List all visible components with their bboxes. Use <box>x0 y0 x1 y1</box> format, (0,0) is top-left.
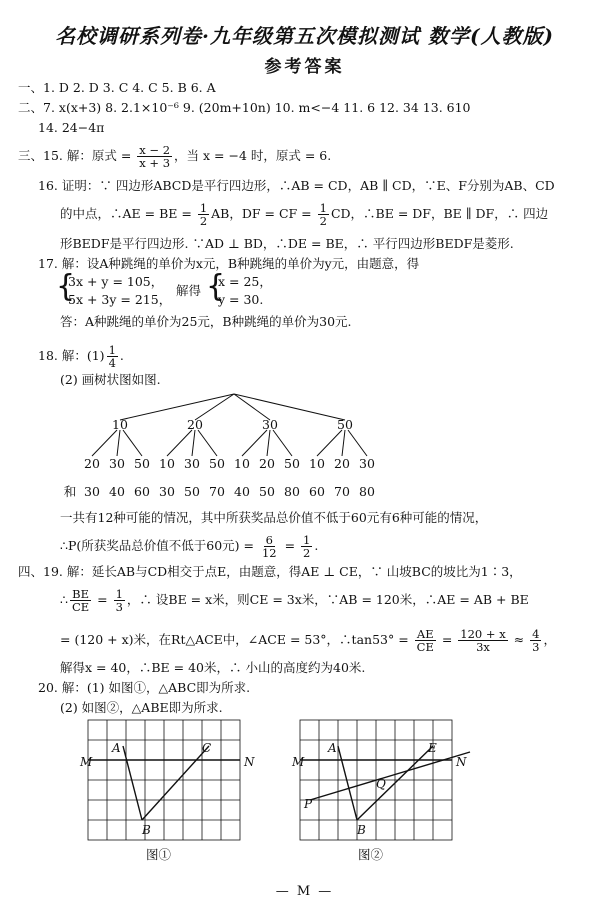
q19-l3pre: = (120 + x)米，在Rt△ACE中，∠ACE = 53°，∴tan53° = <box>60 632 413 647</box>
q16-half-num: 1 <box>319 201 327 215</box>
q19-line2 <box>60 588 529 613</box>
q18-probability <box>60 534 318 559</box>
q19-line3 <box>60 628 556 653</box>
q16-line2 <box>60 202 548 227</box>
q18-prob-n2: 1 <box>303 533 311 547</box>
tree-diagram <box>60 390 420 500</box>
q17-sol1: x = 25， <box>218 274 272 289</box>
tree-sum: 40 <box>234 484 250 499</box>
q15-den: x + 3 <box>139 156 171 170</box>
tree-node-l1: 50 <box>337 417 353 432</box>
q19-l2den: CE <box>71 600 90 614</box>
tree-branch <box>167 430 192 456</box>
part2-answers-line2: 14. 24−4π <box>38 120 105 135</box>
tree-node-l2: 30 <box>109 456 125 471</box>
tree-sum-label: 和 <box>63 484 77 499</box>
tree-sum: 80 <box>359 484 375 499</box>
tree-node-l2: 10 <box>159 456 175 471</box>
q19-l3n3: 4 <box>532 627 540 641</box>
q19-l2post: ，∴ 设BE = x米，则CE = 3x米，∵AB = 120米，∴AE = AB + BE <box>126 592 529 607</box>
q19-l3d2: 3x <box>476 640 490 654</box>
fig2-label-n: N <box>456 755 467 769</box>
fig2-line-pe <box>310 752 470 800</box>
q19-line1: 四、19. 解：延长AB与CD相交于点E，由题意，得AE ⊥ CE，∵ 山坡BC的坡比为1∶3， <box>18 564 522 579</box>
q19-l2-frac1 <box>70 588 91 613</box>
q19-l3-frac3 <box>530 628 541 653</box>
fig1-label-m: M <box>80 755 93 769</box>
q20-line1: 20. 解：(1) 如图①，△ABC即为所求. <box>38 680 251 695</box>
fig2-caption: 图② <box>358 847 384 862</box>
tree-node-l1: 20 <box>187 417 203 432</box>
q16-line2a: 的中点，∴AE = BE = <box>60 206 196 221</box>
tree-sum: 40 <box>109 484 125 499</box>
q18-prob-eq: = <box>280 538 300 553</box>
q18-p1num: 1 <box>108 343 116 357</box>
tree-sum: 70 <box>209 484 225 499</box>
tree-sum: 30 <box>159 484 175 499</box>
q18-prob-post: . <box>314 538 319 553</box>
q18-prob-n1: 6 <box>265 533 273 547</box>
tree-branch <box>273 430 292 456</box>
q16-half-1 <box>198 202 209 227</box>
q19-l3n2: 120 + x <box>460 627 506 641</box>
tree-node-l2: 20 <box>84 456 100 471</box>
q19-l3approx: ≈ <box>509 632 529 647</box>
q19-l2num: BE <box>72 587 89 601</box>
tree-branch <box>348 430 367 456</box>
tree-sum: 80 <box>284 484 300 499</box>
q15-pre: 三、15. 解：原式 = <box>18 148 136 163</box>
tree-node-l2: 50 <box>284 456 300 471</box>
q17-solve: 解得 <box>176 283 202 298</box>
fig1-grid <box>88 720 240 840</box>
tree-node-l2: 20 <box>259 456 275 471</box>
tree-node-l2: 50 <box>209 456 225 471</box>
q15-solution <box>18 144 331 169</box>
tree-branch <box>242 430 267 456</box>
fig2-label-b: B <box>357 823 366 837</box>
q18-p1pre: 18. 解：(1) <box>38 348 105 363</box>
part2-answers-line1: 二、7. x(x+3) 8. 2.1×10⁻⁶ 9. (20m+10n) 10. m<−4 11. 6 12. 34 13. 610 <box>18 100 471 115</box>
tree-node-l2: 30 <box>359 456 375 471</box>
tree-node-l2: 30 <box>184 456 200 471</box>
q18-p1-fraction <box>107 344 118 369</box>
fig2-label-a: A <box>328 741 337 755</box>
tree-node-l1: 10 <box>112 417 128 432</box>
q15-fraction <box>137 144 172 169</box>
q18-part2: (2) 画树状图如图. <box>60 372 161 387</box>
q17-brace-right: { <box>206 269 226 304</box>
tree-sum: 70 <box>334 484 350 499</box>
q18-p1post: . <box>119 348 124 363</box>
fig2-label-m: M <box>292 755 305 769</box>
page-subtitle: 参考答案 <box>264 57 345 77</box>
figure-1 <box>80 716 258 866</box>
tree-branch <box>117 430 120 456</box>
tree-sum: 30 <box>84 484 100 499</box>
fig1-label-a: A <box>112 741 121 755</box>
fig1-label-n: N <box>244 755 255 769</box>
tree-node-l2: 10 <box>309 456 325 471</box>
figure-2 <box>292 716 480 866</box>
part1-answers: 一、1. D 2. D 3. C 4. C 5. B 6. A <box>18 80 216 95</box>
tree-sum: 60 <box>134 484 150 499</box>
q19-l2mid: = <box>93 592 112 607</box>
q17-line1: 17. 解：设A种跳绳的单价为x元，B种跳绳的单价为y元，由题意，得 <box>38 256 420 271</box>
fig2-label-e: E <box>428 741 437 755</box>
tree-branch <box>198 430 217 456</box>
q16-line3: 形BEDF是平行四边形. ∵AD ⊥ BD，∴DE = BE，∴ 平行四边形BEDF是菱形. <box>60 236 514 251</box>
q19-line4: 解得x = 40，∴BE = 40米，∴ 小山的高度约为40米. <box>60 660 366 675</box>
fig1-label-b: B <box>142 823 151 837</box>
q19-l3-frac1 <box>415 628 436 653</box>
tree-branch <box>120 394 234 420</box>
q19-l2n2: 1 <box>115 587 123 601</box>
q17-sol2: y = 30. <box>218 292 264 307</box>
q19-l3post: ， <box>543 632 556 647</box>
q19-l3-frac2 <box>458 628 507 653</box>
q19-l2-frac2 <box>114 588 125 613</box>
q17-brace-left: { <box>56 269 76 304</box>
q20-line2: (2) 如图②，△ABE即为所求. <box>60 700 223 715</box>
q19-l3d1: CE <box>416 640 434 654</box>
q16-line1: 16. 证明：∵ 四边形ABCD是平行四边形，∴AB = CD，AB ∥ CD，∵E、F分别为AB、CD <box>38 178 555 193</box>
fig1-caption: 图① <box>146 847 172 862</box>
tree-sum: 50 <box>184 484 200 499</box>
q18-prob-pre: ∴P(所获奖品总价值不低于60元) = <box>60 538 258 553</box>
q15-post: ，当 x = −4 时，原式 = 6. <box>174 148 332 163</box>
q18-prob-frac1 <box>260 534 279 559</box>
q18-prob-d1: 12 <box>261 546 277 560</box>
fig2-label-p: P <box>304 797 313 811</box>
q16-half-den: 2 <box>319 214 327 228</box>
fig2-segment-ab <box>338 746 357 820</box>
q17-eq1: 3x + y = 105， <box>68 274 164 289</box>
tree-branch <box>192 430 195 456</box>
tree-branch <box>92 430 117 456</box>
q15-num: x − 2 <box>139 143 171 157</box>
tree-sum: 60 <box>309 484 325 499</box>
tree-sum: 50 <box>259 484 275 499</box>
page-footer: — M — <box>275 884 334 899</box>
q18-prob-d2: 2 <box>303 546 311 560</box>
tree-node-l2: 20 <box>334 456 350 471</box>
fig2-label-q: Q <box>376 777 386 791</box>
q19-l3d3: 3 <box>532 640 540 654</box>
q16-half-den: 2 <box>199 214 208 228</box>
q19-l2d2: 3 <box>115 600 123 614</box>
tree-node-l2: 10 <box>234 456 250 471</box>
q16-half-num: 1 <box>199 201 208 215</box>
q19-l3n1: AE <box>416 627 434 641</box>
tree-branch <box>123 430 142 456</box>
q16-line2c: CD，∴BE = DF，BE ∥ DF，∴ 四边 <box>330 206 549 221</box>
q18-p1den: 4 <box>108 356 116 370</box>
tree-branches <box>92 394 367 456</box>
q19-l2pre: ∴ <box>60 592 68 607</box>
tree-node-l2: 50 <box>134 456 150 471</box>
q18-part1 <box>38 344 124 369</box>
tree-branch <box>317 430 342 456</box>
q16-half-2 <box>318 202 329 227</box>
q17-answer: 答：A种跳绳的单价为25元，B种跳绳的单价为30元. <box>60 314 352 329</box>
q18-prob-frac2 <box>301 534 312 559</box>
tree-branch <box>342 430 345 456</box>
q16-line2b: AB，DF = CF = <box>211 206 316 221</box>
page-title: 名校调研系列卷·九年级第五次模拟测试 数学(人教版) <box>55 24 554 48</box>
tree-node-l1: 30 <box>262 417 278 432</box>
fig1-segment-bc <box>142 746 209 820</box>
tree-branch <box>267 430 270 456</box>
q17-eq2: 5x + 3y = 215， <box>68 292 172 307</box>
q18-total: 一共有12种可能的情况，其中所获奖品总价值不低于60元有6种可能的情况， <box>60 510 488 525</box>
fig1-label-c: C <box>202 741 212 755</box>
tree-branch <box>234 394 345 420</box>
q19-l3eq: = <box>437 632 457 647</box>
